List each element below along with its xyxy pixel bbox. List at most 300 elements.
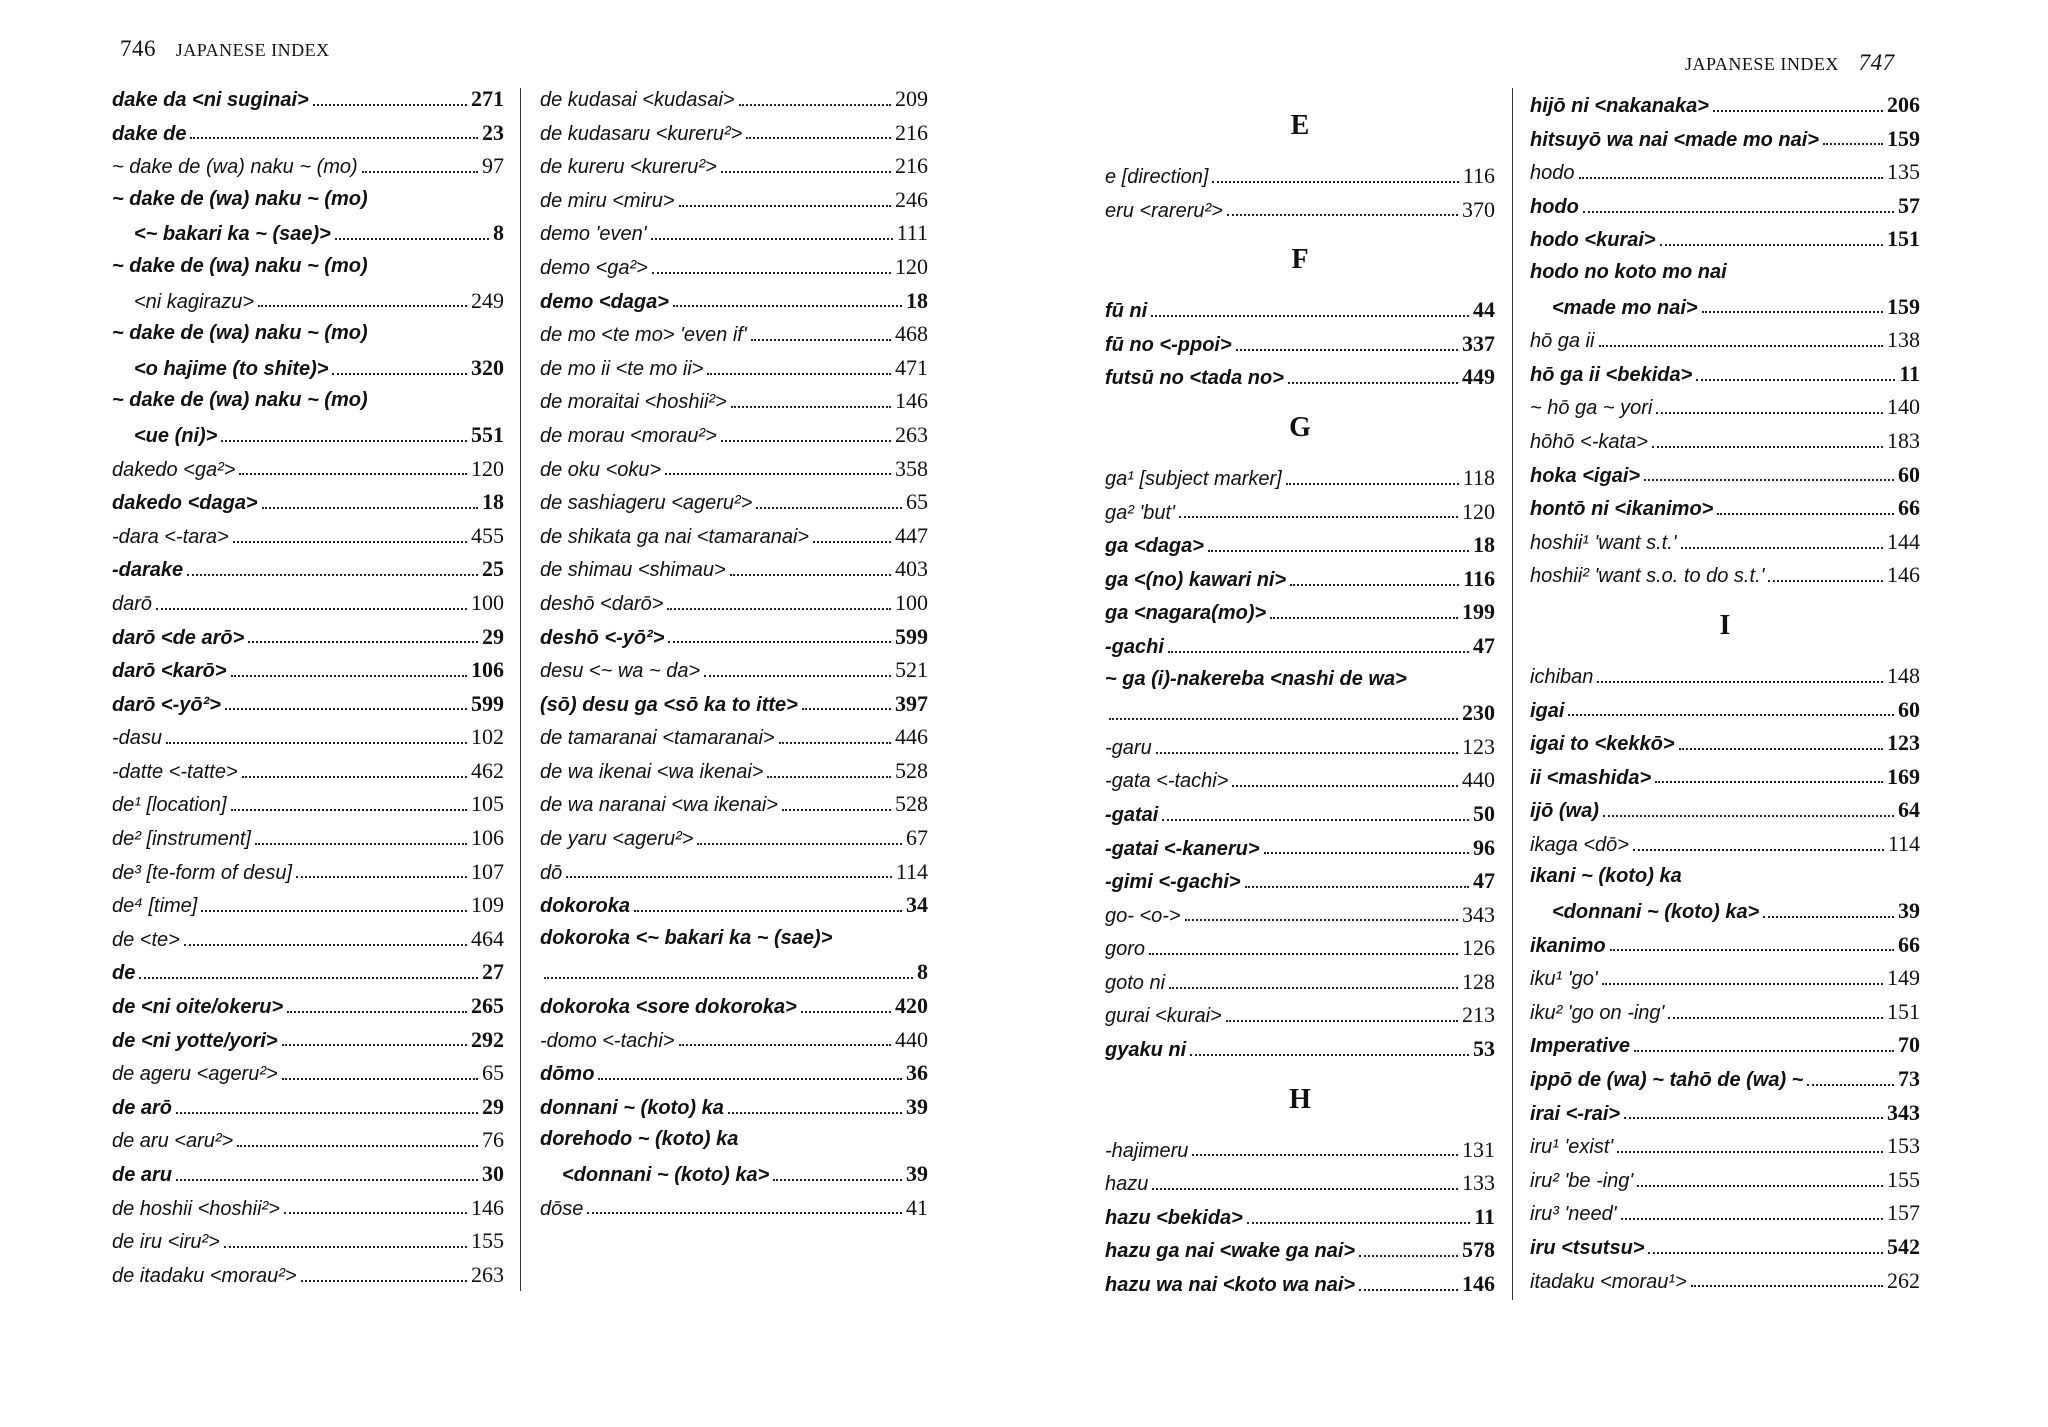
index-entry — [112, 1090, 504, 1124]
entry-term: demo <ga²> — [540, 256, 648, 279]
page-reference: 102 — [471, 724, 504, 750]
dot-leader — [282, 1078, 478, 1080]
dot-leader — [730, 574, 891, 576]
entry-term: ikani ~ (koto) ka — [1530, 865, 1682, 888]
page-reference: 271 — [471, 86, 504, 111]
entry-term: de shimau <shimau> — [540, 559, 726, 582]
entry-term: ikaga <dō> — [1530, 833, 1629, 856]
index-entry — [1530, 357, 1920, 391]
entry-term: dake da <ni suginai> — [112, 89, 309, 111]
dot-leader — [1168, 651, 1469, 653]
entry-term: dō — [540, 861, 563, 884]
index-entry — [1530, 961, 1920, 995]
dot-leader — [1227, 214, 1458, 216]
dot-leader — [697, 843, 902, 845]
index-entry — [112, 552, 504, 586]
index-entry — [112, 620, 504, 654]
dot-leader — [287, 1011, 467, 1013]
dot-leader — [1247, 1222, 1470, 1224]
entry-term: hijō ni <nakanaka> — [1530, 95, 1709, 117]
index-entry — [1530, 659, 1920, 693]
page-reference: 133 — [1462, 1170, 1495, 1196]
dot-leader — [679, 1044, 891, 1046]
dot-leader — [1162, 819, 1469, 821]
page-reference: 11 — [1899, 360, 1920, 386]
dot-leader — [773, 1179, 902, 1181]
dot-leader — [176, 1112, 478, 1114]
index-entry — [1530, 1096, 1920, 1130]
dot-leader — [1359, 1289, 1458, 1291]
entry-term: de sashiageru <ageru²> — [540, 492, 753, 515]
entry-term: darō — [112, 592, 153, 615]
dot-leader — [1599, 345, 1884, 347]
index-entry — [540, 955, 928, 989]
page-reference: 36 — [906, 1060, 928, 1086]
page-reference: 578 — [1462, 1237, 1495, 1263]
index-column-4 — [1530, 88, 1920, 1297]
dot-leader — [1152, 1188, 1458, 1190]
page-reference: 8 — [493, 220, 504, 246]
entry-term: hō ga ii <bekida> — [1530, 363, 1693, 386]
entry-term: eru <rareru²> — [1105, 199, 1223, 222]
dot-leader — [1634, 1050, 1894, 1052]
index-entry — [540, 888, 928, 922]
page-reference: 149 — [1887, 965, 1920, 991]
entry-term: hōhō <-kata> — [1530, 430, 1648, 453]
dot-leader — [634, 910, 902, 912]
entry-term: ippō de (wa) ~ tahō de (wa) ~ — [1530, 1069, 1804, 1092]
index-entry — [1105, 193, 1495, 227]
page-reference: 148 — [1887, 662, 1920, 688]
dot-leader — [1288, 382, 1458, 384]
entry-term: gurai <kurai> — [1105, 1005, 1222, 1028]
page-reference: 114 — [895, 858, 928, 884]
page-reference: 265 — [471, 993, 504, 1019]
page-reference: 159 — [1887, 125, 1920, 151]
dot-leader — [1151, 315, 1469, 317]
index-entry — [540, 485, 928, 519]
index-entry — [112, 1258, 504, 1292]
page-reference: 120 — [471, 455, 504, 481]
section-letter: E — [1290, 110, 1310, 141]
entry-term: fū no <-ppoi> — [1105, 333, 1232, 356]
page-reference: 151 — [1887, 226, 1920, 252]
index-entry — [112, 955, 504, 989]
entry-term: demo <daga> — [540, 290, 669, 313]
dot-leader — [651, 238, 893, 240]
dot-leader — [667, 608, 891, 610]
index-entry — [1105, 898, 1495, 932]
page-reference: 521 — [895, 657, 928, 683]
entry-term: hitsuyō wa nai <made mo nai> — [1530, 128, 1819, 151]
right-page-number: 747 — [1858, 50, 1895, 75]
index-entry — [112, 653, 504, 687]
dot-leader — [721, 440, 891, 442]
dot-leader — [1109, 718, 1458, 720]
index-entry — [1530, 793, 1920, 827]
index-entry — [1105, 998, 1495, 1032]
index-entry — [540, 452, 928, 486]
page-reference: 128 — [1462, 968, 1495, 994]
entry-term: de moraitai <hoshii²> — [540, 391, 727, 414]
index-entry — [1530, 189, 1920, 223]
page-reference: 53 — [1473, 1036, 1495, 1062]
entry-term: hazu wa nai <koto wa nai> — [1105, 1274, 1356, 1297]
dot-leader — [237, 1145, 478, 1147]
entry-term: darō <karō> — [112, 660, 227, 683]
index-entry — [1105, 696, 1495, 730]
column-divider — [520, 88, 521, 1291]
entry-term: demo 'even' — [540, 223, 647, 246]
page-reference: 140 — [1887, 394, 1920, 420]
entry-term: de wa ikenai <wa ikenai> — [540, 760, 764, 783]
entry-term: ikanimo — [1530, 934, 1606, 957]
entry-term: de kudasai <kudasai> — [540, 89, 735, 111]
page-reference: 440 — [895, 1026, 928, 1052]
page-reference: 542 — [1887, 1234, 1920, 1259]
page-reference: 449 — [1462, 364, 1495, 390]
dot-leader — [598, 1078, 902, 1080]
entry-term: -datte <-tatte> — [112, 760, 238, 783]
dot-leader — [801, 1011, 891, 1013]
dot-leader — [184, 944, 467, 946]
dot-leader — [296, 876, 467, 878]
entry-term: -darake — [112, 559, 184, 582]
entry-term: hoka <igai> — [1530, 464, 1641, 487]
entry-term: dokoroka <~ bakari ka ~ (sae)> — [540, 926, 833, 949]
entry-term: ~ dake de (wa) naku ~ (mo) — [112, 322, 368, 345]
page-reference: 135 — [1887, 159, 1920, 185]
index-entry — [112, 351, 504, 385]
dot-leader — [1212, 181, 1458, 183]
entry-term: ga <(no) kawari ni> — [1105, 568, 1287, 591]
entry-term: de² [instrument] — [112, 828, 251, 851]
dot-leader — [1691, 1285, 1883, 1287]
page-reference: 446 — [895, 724, 928, 750]
page-reference: 105 — [471, 791, 504, 817]
entry-term: dokoroka — [540, 895, 631, 918]
index-entry — [540, 384, 928, 418]
entry-term: dakedo <daga> — [112, 492, 258, 515]
entry-term: hodo — [1530, 195, 1579, 218]
index-entry — [1530, 256, 1920, 290]
dot-leader — [233, 541, 467, 543]
entry-term: de itadaku <morau²> — [112, 1264, 297, 1287]
entry-term: -gimi <-gachi> — [1105, 871, 1241, 894]
index-entry — [540, 317, 928, 351]
index-entry — [112, 485, 504, 519]
entry-term: e [direction] — [1105, 166, 1209, 188]
entry-term: dōmo — [540, 1063, 595, 1086]
page-reference: 206 — [1887, 92, 1920, 117]
dot-leader — [225, 708, 467, 710]
index-entry — [112, 216, 504, 250]
dot-leader — [782, 809, 891, 811]
dot-leader — [1579, 177, 1884, 179]
dot-leader — [673, 305, 902, 307]
entry-term: -domo <-tachi> — [540, 1029, 675, 1052]
entry-term: <donnani ~ (koto) ka> — [1552, 901, 1760, 924]
entry-term: itadaku <morau¹> — [1530, 1270, 1687, 1293]
index-entry — [1530, 1028, 1920, 1062]
page-reference: 116 — [1462, 163, 1495, 188]
dot-leader — [255, 843, 467, 845]
index-entry — [112, 1056, 504, 1090]
index-entry — [540, 687, 928, 721]
page-reference: 107 — [471, 858, 504, 884]
index-entry — [112, 284, 504, 318]
entry-term: de morau <morau²> — [540, 424, 717, 447]
right-page-title: JAPANESE INDEX — [1685, 54, 1839, 74]
entry-term: -dasu — [112, 727, 163, 750]
dot-leader — [1597, 681, 1883, 683]
dot-leader — [1713, 110, 1883, 112]
page-reference: 39 — [906, 1161, 928, 1186]
dot-leader — [544, 977, 913, 979]
entry-term: de oku <oku> — [540, 458, 662, 481]
entry-term: ijō (wa) — [1530, 800, 1599, 823]
entry-term: de iru <iru²> — [112, 1231, 220, 1254]
index-entry — [112, 250, 504, 284]
index-entry — [540, 1090, 928, 1124]
page-reference: 262 — [1887, 1267, 1920, 1293]
dot-leader — [301, 1280, 467, 1282]
entry-term: hontō ni <ikanimo> — [1530, 498, 1714, 521]
dot-leader — [282, 1044, 467, 1046]
entry-term: iru¹ 'exist' — [1530, 1136, 1614, 1159]
dot-leader — [1208, 550, 1469, 552]
index-entry — [1105, 327, 1495, 361]
entry-term: ga¹ [subject marker] — [1105, 467, 1282, 490]
page-reference: 183 — [1887, 427, 1920, 453]
page-reference: 67 — [906, 825, 928, 851]
right-page-header — [1685, 50, 1895, 76]
dot-leader — [1245, 886, 1469, 888]
index-entry — [1530, 491, 1920, 525]
page-reference: 455 — [471, 522, 504, 548]
page-reference: 8 — [917, 959, 928, 985]
dot-leader — [1652, 446, 1883, 448]
index-entry — [1105, 1200, 1495, 1234]
dot-leader — [751, 339, 891, 341]
page-reference: 27 — [482, 959, 504, 985]
page-reference: 123 — [1887, 730, 1920, 756]
page-reference: 343 — [1887, 1099, 1920, 1125]
dot-leader — [756, 507, 902, 509]
entry-term: igai — [1530, 699, 1565, 722]
left-page-number: 746 — [120, 36, 156, 61]
index-column-1 — [112, 82, 504, 1291]
page-reference: 76 — [482, 1127, 504, 1153]
dot-leader — [224, 1246, 467, 1248]
index-entry — [540, 620, 928, 654]
page-reference: 528 — [895, 791, 928, 817]
page-reference: 60 — [1898, 461, 1920, 487]
entry-term: hazu ga nai <wake ga nai> — [1105, 1240, 1356, 1263]
entry-term: fū ni — [1105, 300, 1148, 323]
entry-term: futsū no <tada no> — [1105, 367, 1284, 390]
dot-leader — [1681, 547, 1883, 549]
page-reference: 551 — [471, 421, 504, 447]
entry-term: de kureru <kureru²> — [540, 156, 717, 179]
entry-term: iru² 'be -ing' — [1530, 1169, 1634, 1192]
dot-leader — [1648, 1252, 1883, 1254]
page-reference: 403 — [895, 556, 928, 582]
entry-term: -gata <-tachi> — [1105, 770, 1229, 793]
page-reference: 66 — [1898, 495, 1920, 521]
page-reference: 216 — [895, 119, 928, 145]
dot-leader — [813, 541, 891, 543]
page-reference: 23 — [482, 119, 504, 145]
index-entry — [1105, 360, 1495, 394]
dot-leader — [1617, 1151, 1883, 1153]
entry-term: go- <o-> — [1105, 904, 1181, 927]
page-reference: 114 — [1887, 830, 1920, 856]
page-reference: 468 — [895, 321, 928, 347]
index-entry — [112, 720, 504, 754]
index-entry — [112, 1224, 504, 1258]
page-reference: 146 — [471, 1194, 504, 1220]
index-entry — [1530, 1129, 1920, 1163]
entry-term: deshō <-yō²> — [540, 626, 665, 649]
page-reference: 64 — [1898, 797, 1920, 823]
entry-term: <o hajime (to shite)> — [134, 357, 329, 380]
page-reference: 123 — [1462, 733, 1495, 759]
page-reference: 44 — [1473, 297, 1495, 323]
index-entry — [1105, 663, 1495, 697]
page-reference: 213 — [1462, 1002, 1495, 1028]
page-reference: 440 — [1462, 767, 1495, 793]
dot-leader — [665, 473, 891, 475]
entry-term: darō <-yō²> — [112, 693, 221, 716]
entry-term: de <ni yotte/yori> — [112, 1029, 278, 1052]
index-entry — [1105, 1233, 1495, 1267]
entry-term: de¹ [location] — [112, 794, 227, 817]
dot-leader — [587, 1212, 902, 1214]
dot-leader — [139, 977, 478, 979]
index-entry — [1105, 1133, 1495, 1167]
entry-term: ga² 'but' — [1105, 501, 1175, 524]
index-entry — [540, 284, 928, 318]
section-letter: F — [1291, 244, 1309, 276]
page-reference: 209 — [895, 86, 928, 111]
entry-term: ~ hō ga ~ yori — [1530, 397, 1653, 420]
page-reference: 292 — [471, 1026, 504, 1052]
page-reference: 126 — [1462, 935, 1495, 961]
index-entry — [1105, 763, 1495, 797]
entry-term: Imperative — [1530, 1035, 1631, 1058]
dot-leader — [1583, 211, 1894, 213]
index-entry — [1105, 730, 1495, 764]
page-reference: 96 — [1473, 834, 1495, 860]
dot-leader — [1668, 1017, 1883, 1019]
page-reference: 29 — [482, 623, 504, 649]
dot-leader — [707, 373, 891, 375]
index-entry — [540, 1191, 928, 1225]
index-entry — [540, 922, 928, 956]
index-entry — [540, 1023, 928, 1057]
entry-term: -dara <-tara> — [112, 525, 229, 548]
index-column-2 — [540, 82, 928, 1224]
page-reference: 464 — [471, 925, 504, 951]
index-entry — [112, 317, 504, 351]
dot-leader — [190, 137, 478, 139]
index-entry — [1105, 629, 1495, 663]
page-reference: 30 — [482, 1161, 504, 1186]
entry-term: <made mo nai> — [1552, 296, 1698, 319]
page-reference: 47 — [1473, 868, 1495, 894]
index-entry — [112, 922, 504, 956]
page-reference: 57 — [1898, 192, 1920, 218]
dot-leader — [668, 641, 891, 643]
index-entry — [1530, 323, 1920, 357]
index-entry — [1105, 831, 1495, 865]
dot-leader — [1763, 916, 1894, 918]
dot-leader — [731, 406, 891, 408]
dot-leader — [1602, 983, 1883, 985]
dot-leader — [242, 776, 467, 778]
index-entry — [1105, 495, 1495, 529]
dot-leader — [1656, 412, 1883, 414]
page-reference: 159 — [1887, 293, 1920, 319]
entry-term: ii <mashida> — [1530, 766, 1652, 789]
index-entry — [112, 787, 504, 821]
page-reference: 18 — [482, 489, 504, 515]
page-reference: 120 — [895, 253, 928, 279]
dot-leader — [679, 205, 892, 207]
page-reference: 157 — [1887, 1200, 1920, 1226]
entry-term: hodo — [1530, 162, 1575, 185]
page-reference: 343 — [1462, 901, 1495, 927]
entry-term: <ue (ni)> — [134, 424, 218, 447]
page-reference: 155 — [471, 1228, 504, 1254]
dot-leader — [1717, 513, 1894, 515]
page-reference: 146 — [1887, 562, 1920, 588]
index-entry — [112, 149, 504, 183]
dot-leader — [335, 238, 489, 240]
dot-leader — [231, 809, 467, 811]
index-entry — [540, 82, 928, 116]
dot-leader — [1232, 785, 1458, 787]
index-entry — [1530, 155, 1920, 189]
index-entry — [540, 552, 928, 586]
left-page-title: JAPANESE INDEX — [175, 40, 330, 60]
dot-leader — [746, 137, 891, 139]
dot-leader — [1768, 580, 1883, 582]
index-entry — [540, 1123, 928, 1157]
dot-leader — [566, 876, 892, 878]
index-entry — [540, 653, 928, 687]
dot-leader — [802, 708, 891, 710]
index-entry — [1105, 562, 1495, 596]
page-reference: 169 — [1887, 763, 1920, 789]
dot-leader — [332, 373, 467, 375]
entry-term: hazu — [1105, 1173, 1149, 1196]
page-reference: 263 — [895, 421, 928, 447]
dot-leader — [739, 104, 891, 106]
index-entry — [1530, 928, 1920, 962]
entry-term: iku¹ 'go' — [1530, 968, 1598, 991]
dot-leader — [1568, 714, 1894, 716]
page-reference: 116 — [1463, 565, 1495, 591]
entry-term: iru³ 'need' — [1530, 1203, 1617, 1226]
page-reference: 263 — [471, 1261, 504, 1287]
index-entry — [112, 452, 504, 486]
entry-term: igai to <kekkō> — [1530, 733, 1675, 756]
entry-term: ga <nagara(mo)> — [1105, 602, 1267, 625]
entry-term: ichiban — [1530, 665, 1594, 688]
entry-term: <donnani ~ (koto) ka> — [562, 1164, 770, 1186]
